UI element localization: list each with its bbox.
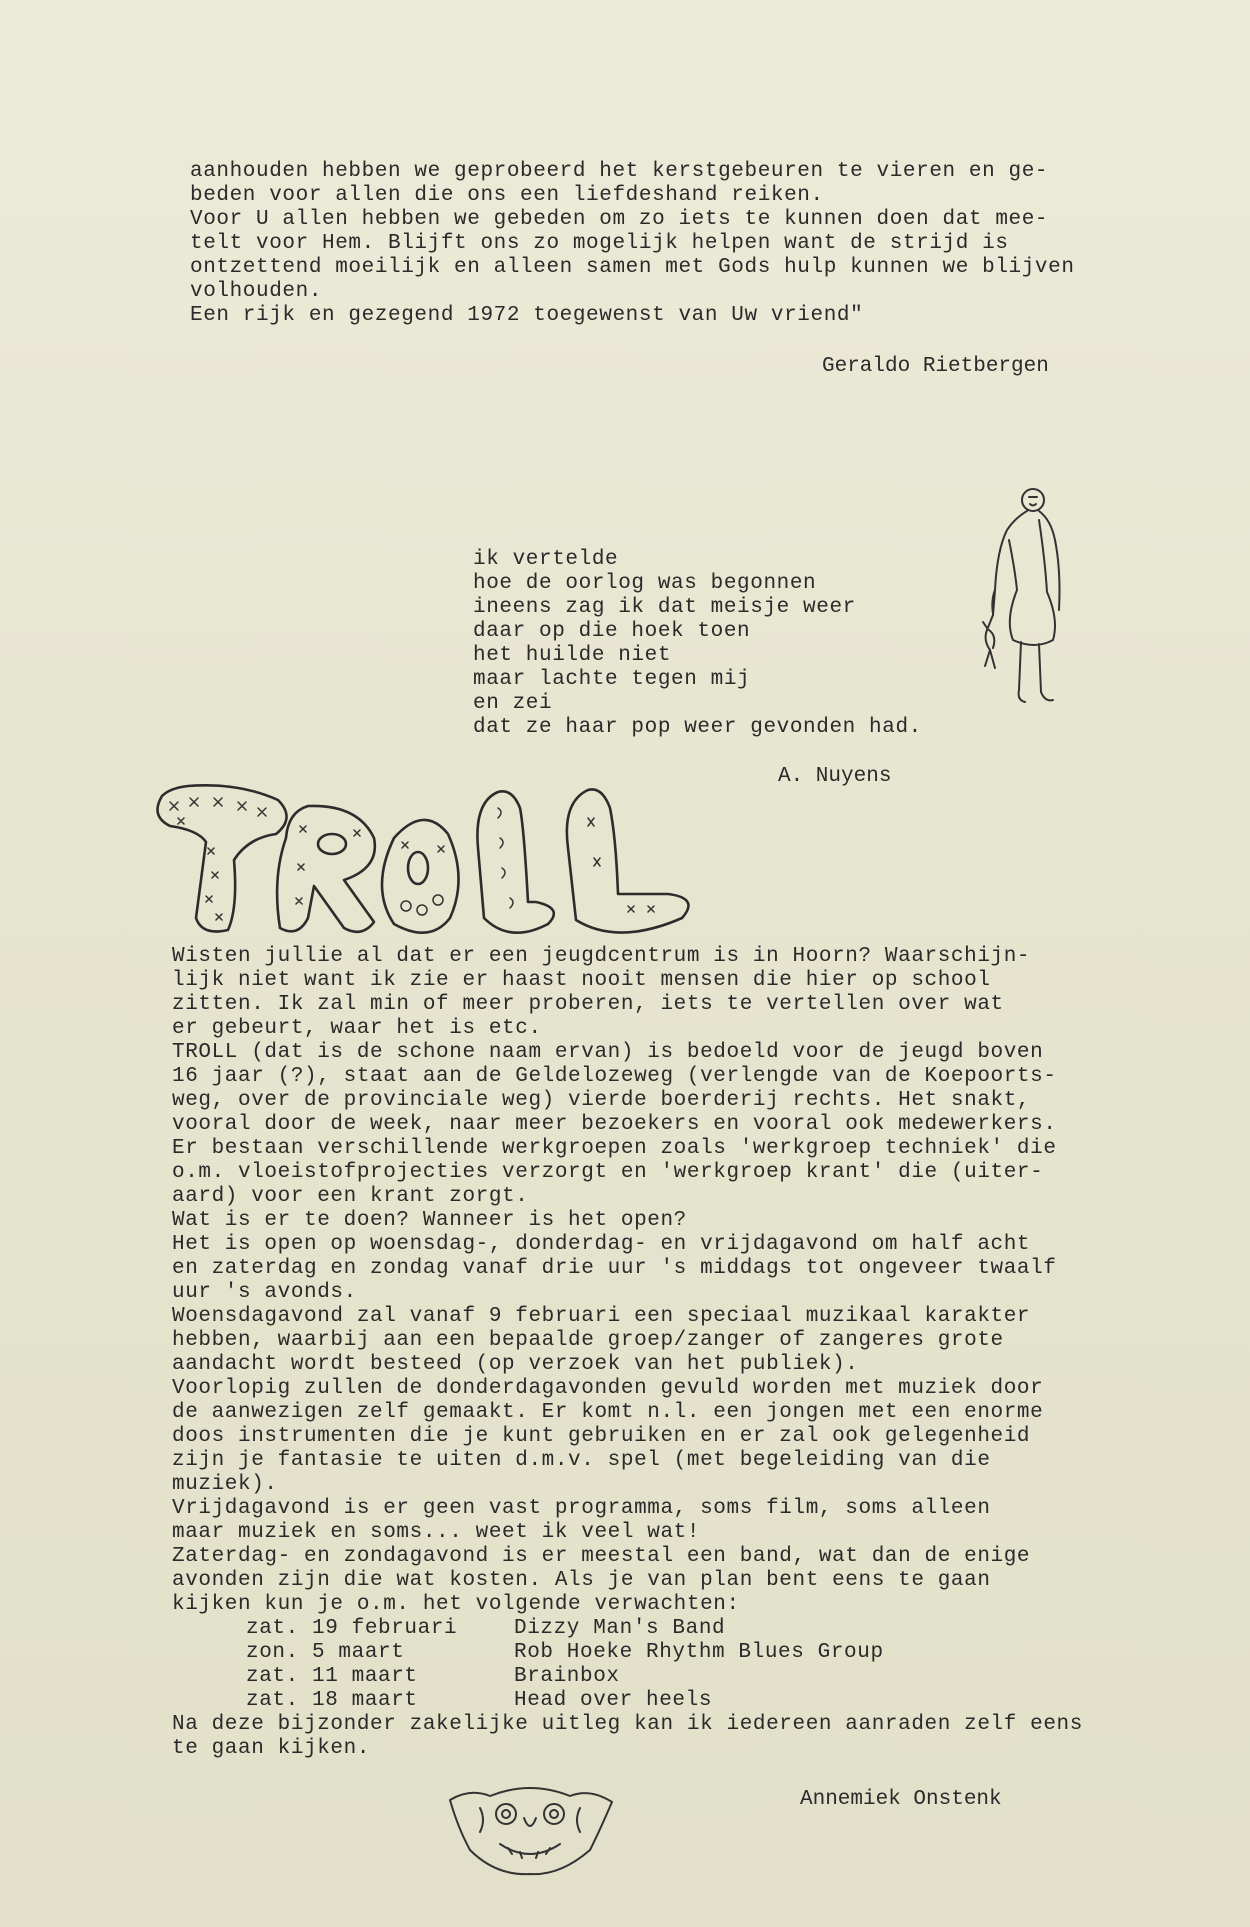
gig-band: Brainbox [514,1665,620,1688]
gig-row [172,1617,1083,1641]
article-line: aard) voor een krant zorgt. [172,1185,529,1208]
article-line: Woensdagavond zal vanaf 9 februari een speciaal muzikaal karakter [172,1305,1031,1328]
gig-list [172,1617,1083,1713]
poem [473,548,922,740]
article-line: vooral door de week, naar meer bezoekers en vooral ook medewerkers. [172,1113,1057,1136]
poem-line: en zei [473,692,553,715]
troll-logo-drawing [148,768,708,948]
letter-line: telt voor Hem. Blijft ons zo mogelijk helpen want de strijd is [190,232,1009,255]
article-line: er gebeurt, waar het is etc. [172,1017,542,1040]
letter-line: beden voor allen die ons een liefdeshand reiken. [190,184,824,207]
poem-line: ik vertelde [473,548,619,571]
article-line: de aanwezigen zelf gemaakt. Er komt n.l. een jongen met een enorme [172,1401,1044,1424]
letter-line: volhouden. [190,280,323,303]
article-line: zitten. Ik zal min of meer proberen, iets te vertellen over wat [172,993,1004,1016]
article-line: muziek). [172,1473,278,1496]
girl-with-doll-drawing [935,480,1075,720]
article-line: Zaterdag- en zondagavond is er meestal een band, wat dan de enige [172,1545,1031,1568]
article-line: aandacht wordt besteed (op verzoek van het publiek). [172,1353,859,1376]
poem-line: hoe de oorlog was begonnen [473,572,817,595]
letter-line: Voor U allen hebben we gebeden om zo iets te kunnen doen dat mee- [190,208,1049,231]
poem-line: het huilde niet [473,644,672,667]
gig-band: Dizzy Man's Band [514,1617,726,1640]
article-line: Voorlopig zullen de donderdagavonden gevuld worden met muziek door [172,1377,1044,1400]
article-line: avonden zijn die wat kosten. Als je van plan bent eens te gaan [172,1569,991,1592]
article-line: doos instrumenten die je kunt gebruiken en er zal ook gelegenheid [172,1425,1031,1448]
letter-line: Een rijk en gezegend 1972 toegewenst van Uw vriend" [190,304,864,327]
article-line: maar muziek en soms... weet ik veel wat! [172,1521,701,1544]
letter-signature: Geraldo Rietbergen [822,355,1049,378]
article-line: te gaan kijken. [172,1737,371,1760]
gig-date: zat. 19 februari [246,1617,458,1640]
article-line: weg, over de provinciale weg) vierde boerderij rechts. Het snakt, [172,1089,1031,1112]
letter-line: aanhouden hebben we geprobeerd het kerstgebeuren te vieren en ge- [190,160,1049,183]
poem-line: dat ze haar pop weer gevonden had. [473,716,922,739]
article-line: 16 jaar (?), staat aan de Geldelozeweg (verlengde van de Koepoorts- [172,1065,1057,1088]
poem-author: A. Nuyens [778,765,892,788]
letter-paragraph [190,160,1075,328]
gig-row [172,1641,1083,1665]
article-line: Het is open op woensdag-, donderdag- en vrijdagavond om half acht [172,1233,1031,1256]
article-line: o.m. vloeistofprojecties verzorgt en 'werkgroep krant' die (uiter- [172,1161,1044,1184]
article-line: kijken kun je o.m. het volgende verwachten: [172,1593,740,1616]
gig-row [172,1689,1083,1713]
troll-face-drawing [440,1780,620,1880]
article-line: Wat is er te doen? Wanneer is het open? [172,1209,687,1232]
gig-row [172,1665,1083,1689]
article-line: Er bestaan verschillende werkgroepen zoals 'werkgroep techniek' die [172,1137,1057,1160]
gig-date: zon. 5 maart [246,1641,405,1664]
gig-date: zat. 11 maart [246,1665,418,1688]
poem-line: ineens zag ik dat meisje weer [473,596,856,619]
article-line: Wisten jullie al dat er een jeugdcentrum is in Hoorn? Waarschijn- [172,945,1031,968]
article-signature: Annemiek Onstenk [800,1788,1002,1811]
letter-line: ontzettend moeilijk en alleen samen met Gods hulp kunnen we blijven [190,256,1075,279]
gig-band: Rob Hoeke Rhythm Blues Group [514,1641,884,1664]
poem-line: maar lachte tegen mij [473,668,751,691]
article-line: TROLL (dat is de schone naam ervan) is bedoeld voor de jeugd boven [172,1041,1044,1064]
article-line: Na deze bijzonder zakelijke uitleg kan ik iedereen aanraden zelf eens [172,1713,1083,1736]
gig-band: Head over heels [514,1689,713,1712]
poem-line: daar op die hoek toen [473,620,751,643]
article-line: hebben, waarbij aan een bepaalde groep/zanger of zangeres grote [172,1329,1004,1352]
article-line: lijk niet want ik zie er haast nooit mensen die hier op school [172,969,991,992]
article-line: zijn je fantasie te uiten d.m.v. spel (met begeleiding van die [172,1449,991,1472]
article-line: Vrijdagavond is er geen vast programma, soms film, soms alleen [172,1497,991,1520]
article-line: uur 's avonds. [172,1281,357,1304]
article-line: en zaterdag en zondag vanaf drie uur 's middags tot ongeveer twaalf [172,1257,1057,1280]
troll-article [172,945,1083,1761]
gig-date: zat. 18 maart [246,1689,418,1712]
